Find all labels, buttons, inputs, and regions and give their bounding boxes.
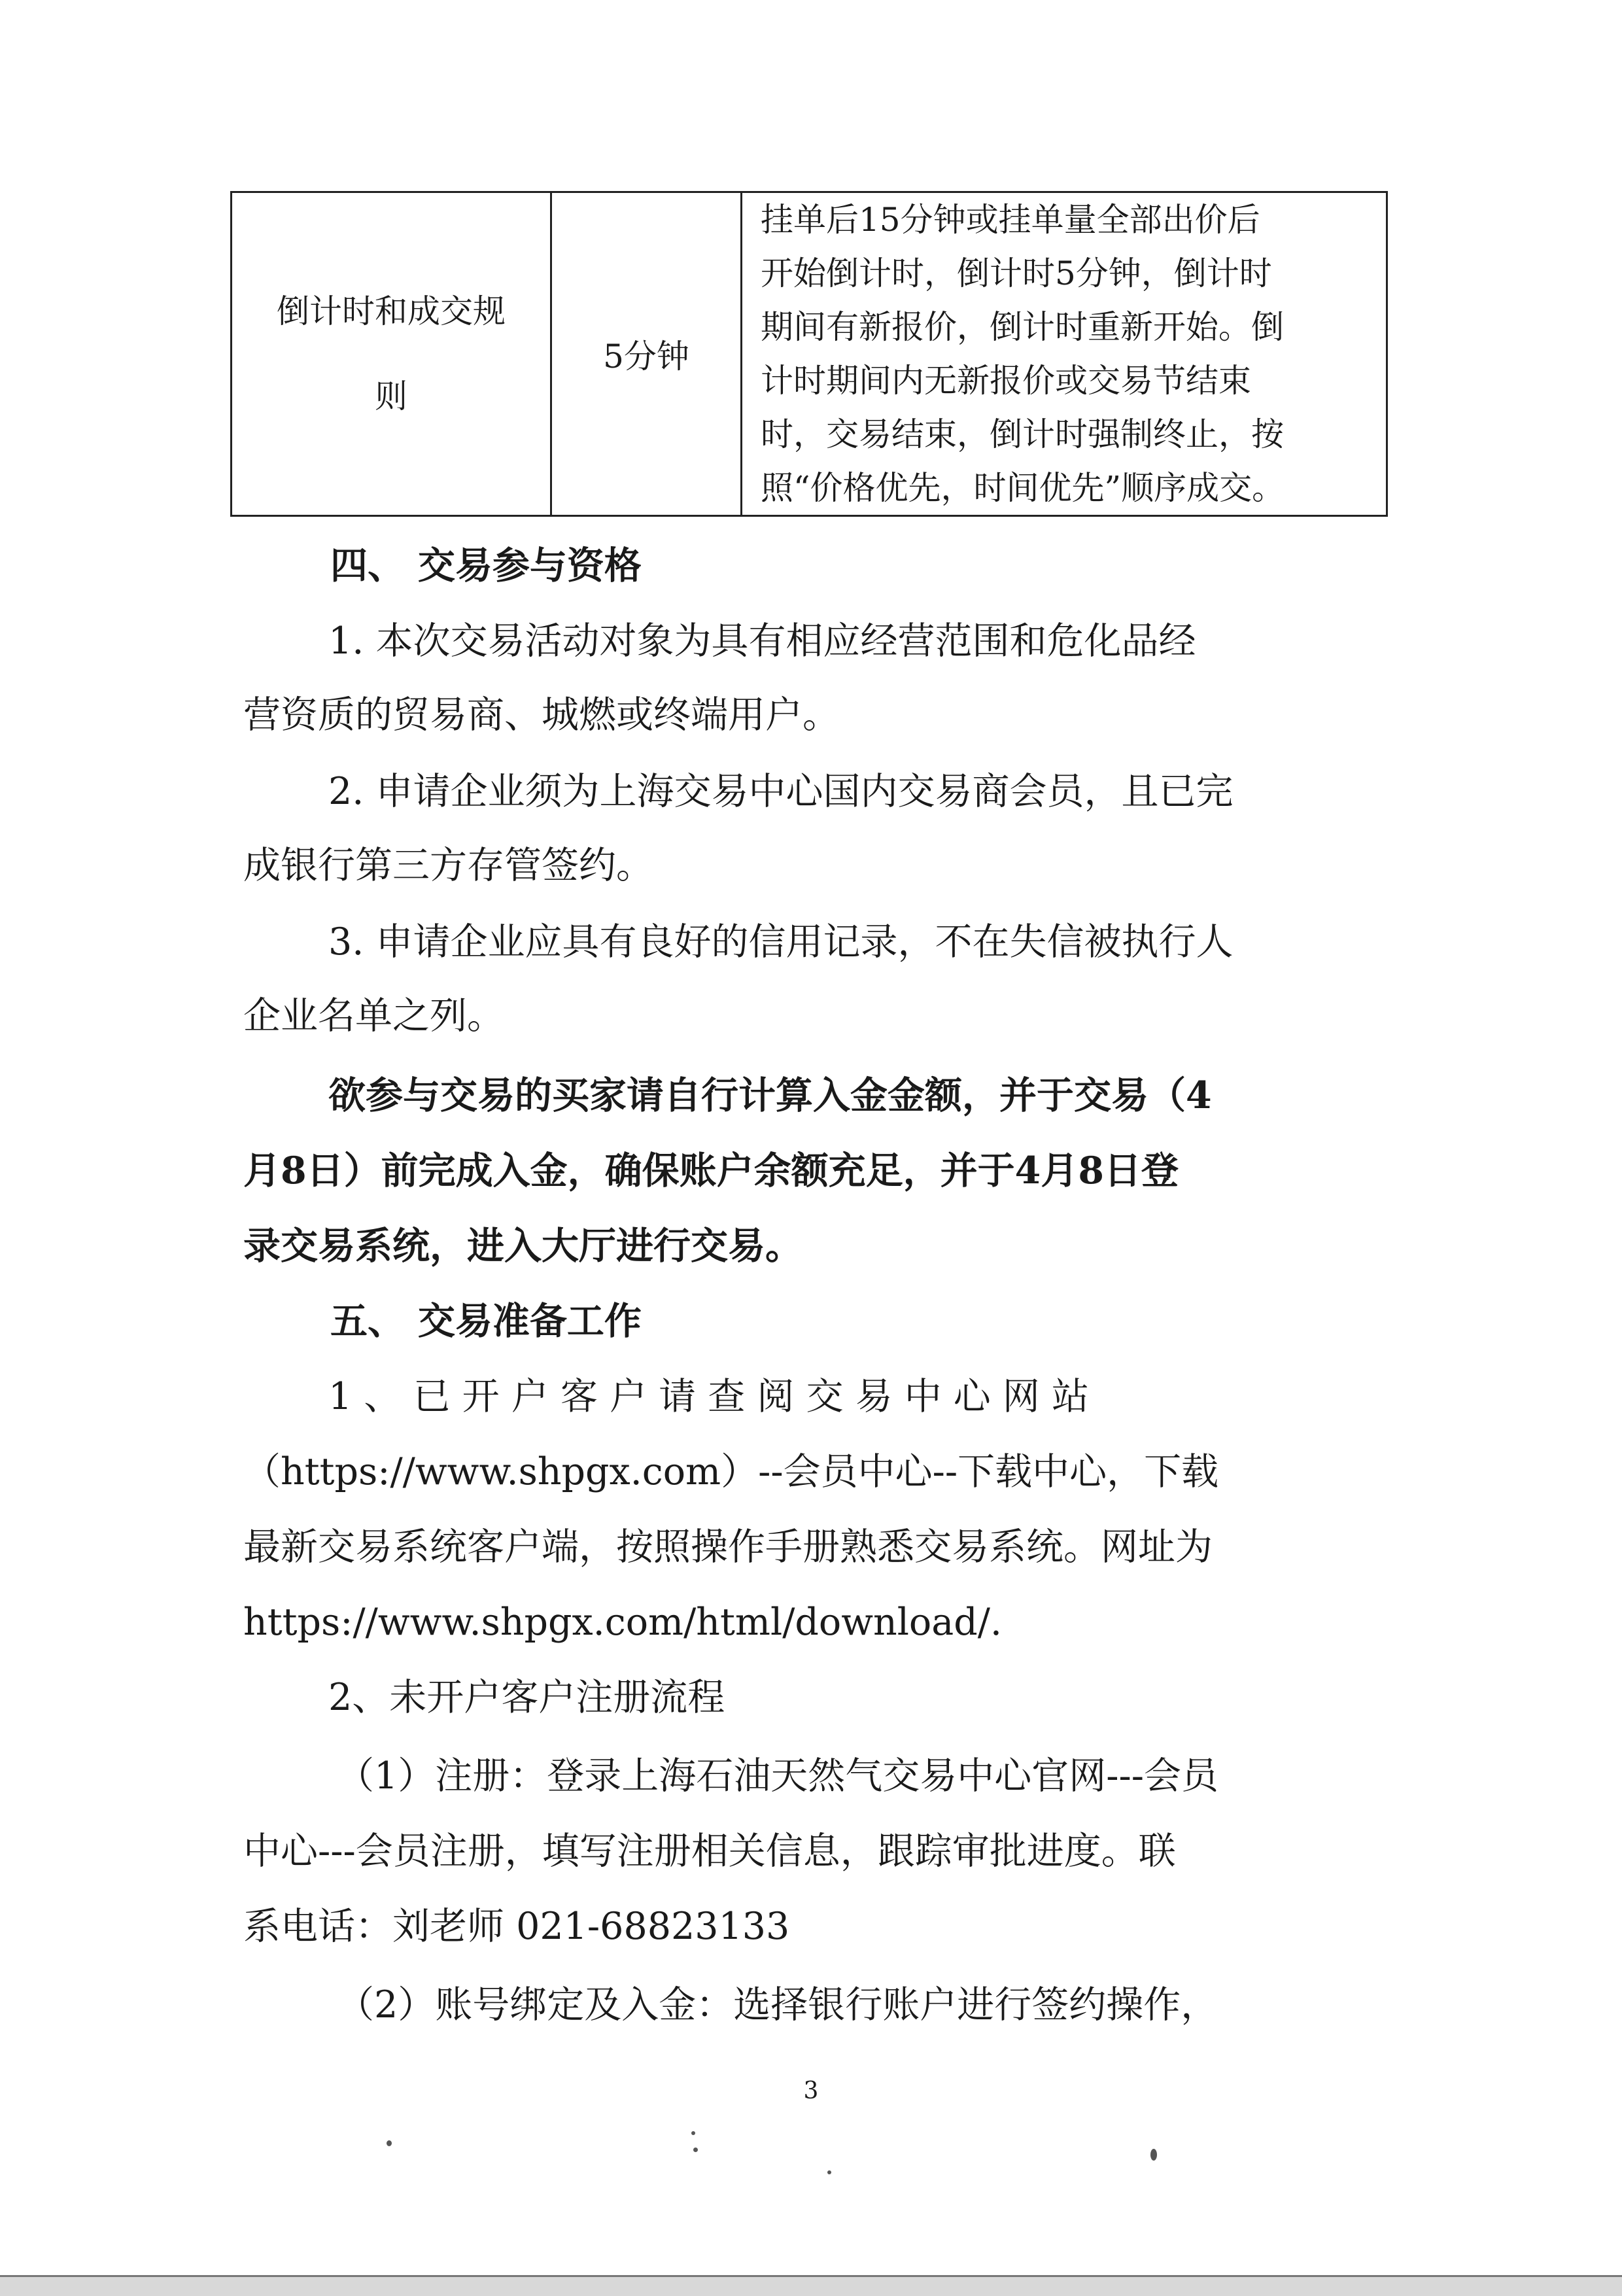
- table-label-line: 倒计时和成交规: [277, 292, 506, 330]
- paragraph-line: 成银行第三方存管签约。: [243, 844, 653, 887]
- scan-speck: [693, 2148, 698, 2152]
- paragraph-line: （https://www.shpgx.com）--会员中心--下载中心，下载: [243, 1450, 1219, 1493]
- paragraph-line: 3. 申请企业应具有良好的信用记录，不在失信被执行人: [328, 920, 1234, 964]
- paragraph-line: （2）账号绑定及入金：选择银行账户进行签约操作，: [337, 1983, 1218, 2026]
- table-cell-duration: 5分钟: [551, 192, 742, 516]
- description-line: 计时期间内无新报价或交易节结束: [761, 362, 1251, 400]
- description-line: 时，交易结束，倒计时强制终止，按: [761, 415, 1284, 453]
- paragraph-line: 中心---会员注册，填写注册相关信息，跟踪审批进度。联: [243, 1830, 1176, 1873]
- paragraph-line: 2. 申请企业须为上海交易中心国内交易商会员，且已完: [328, 770, 1234, 813]
- table-cell-description: [742, 192, 1387, 516]
- table-label-line: 则: [375, 377, 407, 415]
- table-row: [232, 192, 1387, 516]
- description-line: 开始倒计时，倒计时5分钟，倒计时: [761, 254, 1272, 292]
- url-line: https://www.shpgx.com/html/download/.: [243, 1601, 1003, 1644]
- description-line: 挂单后15分钟或挂单量全部出价后: [761, 201, 1260, 239]
- paragraph-line: 企业名单之列。: [243, 994, 504, 1037]
- section-4-heading: 四、 交易参与资格: [330, 544, 642, 587]
- description-line: 期间有新报价，倒计时重新开始。倒: [761, 308, 1284, 346]
- description-line: 照“价格优先，时间优先”顺序成交。: [761, 469, 1285, 507]
- table-cell-label: [232, 192, 551, 516]
- paragraph-line: 1. 本次交易活动对象为具有相应经营范围和危化品经: [328, 619, 1196, 663]
- section-5-heading: 五、 交易准备工作: [330, 1299, 642, 1343]
- page-number: 3: [803, 2078, 819, 2104]
- notice-line: 录交易系统，进入大厅进行交易。: [243, 1224, 802, 1268]
- paragraph-line: 最新交易系统客户端，按照操作手册熟悉交易系统。网址为: [243, 1525, 1213, 1569]
- notice-line: 月8日）前完成入金，确保账户余额充足，并于4月8日登: [243, 1149, 1179, 1192]
- scan-bottom-edge: [0, 2275, 1622, 2296]
- paragraph-line: 系电话：刘老师 021-68823133: [243, 1905, 790, 1948]
- subsection-title: 2、未开户客户注册流程: [328, 1676, 725, 1719]
- paragraph-line: （1）注册：登录上海石油天然气交易中心官网---会员: [337, 1754, 1219, 1798]
- paragraph-line: 1 、 已 开 户 客 户 请 查 阅 交 易 中 心 网 站: [328, 1375, 1090, 1418]
- scan-speck: [1150, 2149, 1157, 2161]
- scan-speck: [827, 2170, 831, 2174]
- rules-table: [230, 191, 1388, 517]
- notice-line: 欲参与交易的买家请自行计算入金金额，并于交易（4: [328, 1073, 1212, 1117]
- scan-speck: [387, 2140, 392, 2146]
- paragraph-line: 营资质的贸易商、城燃或终端用户。: [243, 693, 840, 737]
- scan-speck: [691, 2131, 695, 2135]
